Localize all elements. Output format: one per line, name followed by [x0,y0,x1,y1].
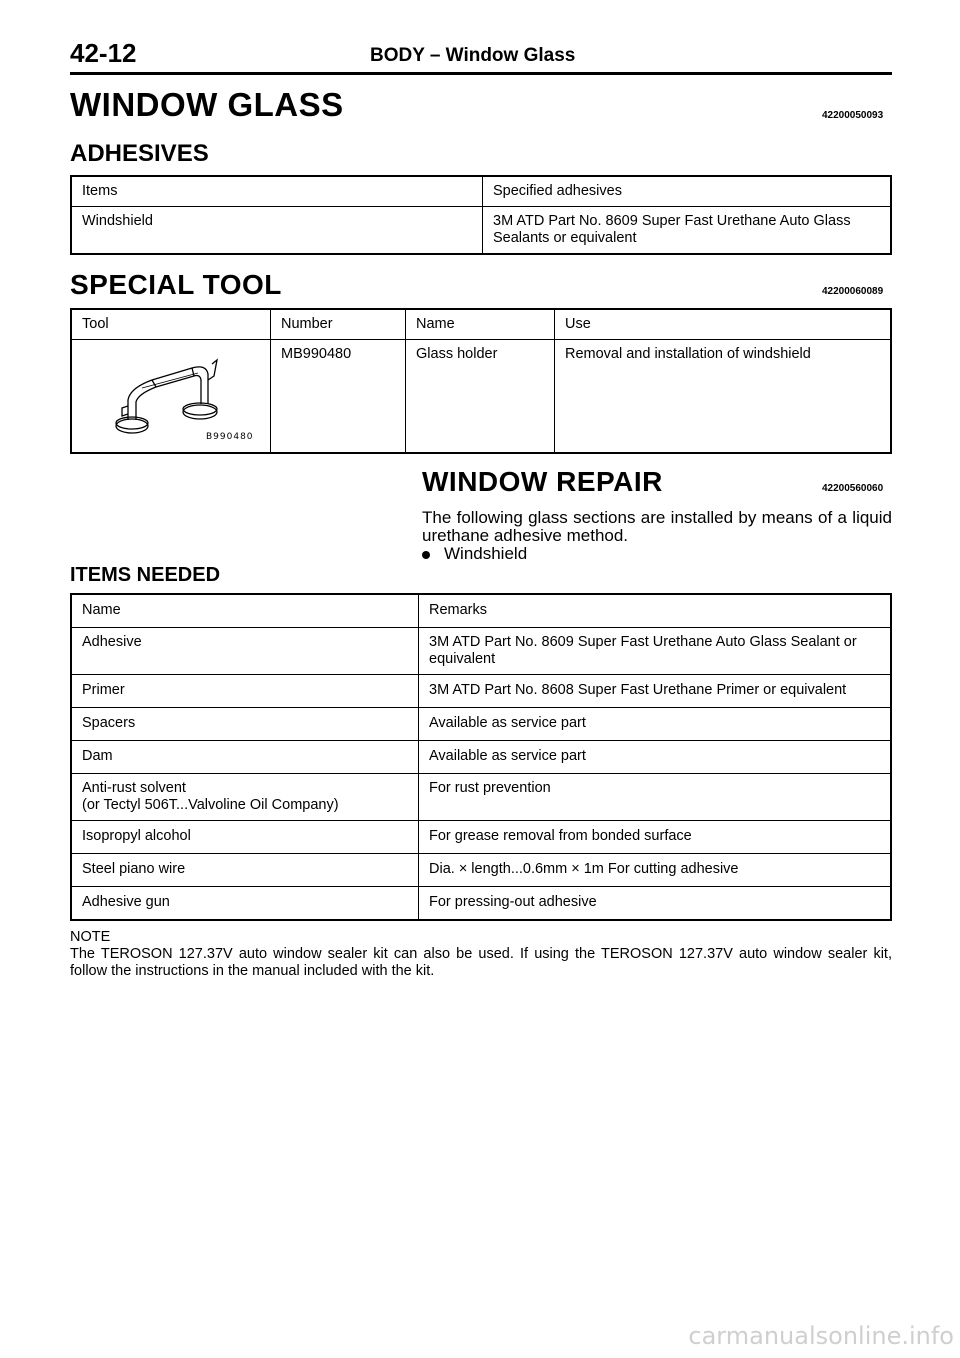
bullet-icon [422,551,430,559]
page-number: 42-12 [70,38,137,68]
table-header-cell: Specified adhesives [483,176,892,207]
table-header-cell: Name [406,309,555,340]
table-row [71,675,891,708]
table-cell: Removal and installation of windshield [555,340,892,454]
table-cell: Adhesive [71,628,419,675]
table-cell [71,774,419,821]
table-header-cell: Remarks [419,594,892,628]
table-row [71,774,891,821]
table-cell: 3M ATD Part No. 8609 Super Fast Urethane Auto Glass Sealant or equivalent [419,628,892,675]
items-needed-heading: ITEMS NEEDED [70,564,221,586]
section-code-window-repair: 42200560060 [822,483,884,494]
table-cell: Dam [71,741,419,774]
table-cell: For grease removal from bonded surface [419,821,892,854]
table-cell: Glass holder [406,340,555,454]
bullet-item [422,545,527,563]
table-cell: Windshield [71,207,483,255]
special-tool-table [70,308,892,454]
table-cell: For pressing-out adhesive [419,887,892,921]
note-label: NOTE [70,929,111,945]
table-header-row [71,176,891,207]
table-cell: For rust prevention [419,774,892,821]
table-cell: Steel piano wire [71,854,419,887]
table-row [71,741,891,774]
table-row [71,821,891,854]
table-cell: 3M ATD Part No. 8608 Super Fast Urethane Primer or equivalent [419,675,892,708]
tool-image-label: B990480 [206,432,254,442]
adhesives-table [70,175,892,255]
anti-rust-label: Anti-rust solvent [82,780,186,796]
table-cell: Available as service part [419,708,892,741]
table-header-row [71,309,891,340]
note-text: The TEROSON 127.37V auto window sealer kit can also be used. If using the TEROSON 127.37V auto window sealer kit, follow the instructions in the manual included with the kit. [70,946,892,979]
table-header-cell: Name [71,594,419,628]
table-row [71,207,891,255]
table-header-row [71,594,891,628]
table-header-cell: Number [271,309,406,340]
section-title-window-repair: WINDOW REPAIR [422,466,663,497]
table-cell: Adhesive gun [71,887,419,921]
table-header-cell: Tool [71,309,271,340]
table-row [71,887,891,921]
section-title-special-tool: SPECIAL TOOL [70,269,282,300]
table-row [71,854,891,887]
table-header-cell: Use [555,309,892,340]
items-needed-table [70,593,892,921]
section-code-window-glass: 42200050093 [822,110,884,121]
table-cell: Spacers [71,708,419,741]
window-repair-text: The following glass sections are installed by means of a liquid urethane adhesive method. [422,508,892,545]
section-title-window-glass: WINDOW GLASS [70,86,344,123]
table-row [71,708,891,741]
adhesives-heading: ADHESIVES [70,140,209,167]
table-cell: MB990480 [271,340,406,454]
table-cell: Isopropyl alcohol [71,821,419,854]
header-title: BODY – Window Glass [370,45,576,66]
table-cell: 3M ATD Part No. 8609 Super Fast Urethane Auto Glass Sealants or equivalent [483,207,892,255]
table-cell: Dia. × length...0.6mm × 1m For cutting adhesive [419,854,892,887]
table-header-cell: Items [71,176,483,207]
glass-holder-illustration [72,340,270,452]
table-row [71,340,891,454]
table-cell: Primer [71,675,419,708]
table-row [71,628,891,675]
watermark: carmanualsonline.info [688,1322,954,1350]
bullet-text: Windshield [444,544,528,563]
tool-image-cell [71,340,271,454]
section-code-special-tool: 42200060089 [822,286,884,297]
table-cell: Available as service part [419,741,892,774]
anti-rust-note: (or Tectyl 506T...Valvoline Oil Company) [82,797,339,813]
header-rule [70,72,892,75]
